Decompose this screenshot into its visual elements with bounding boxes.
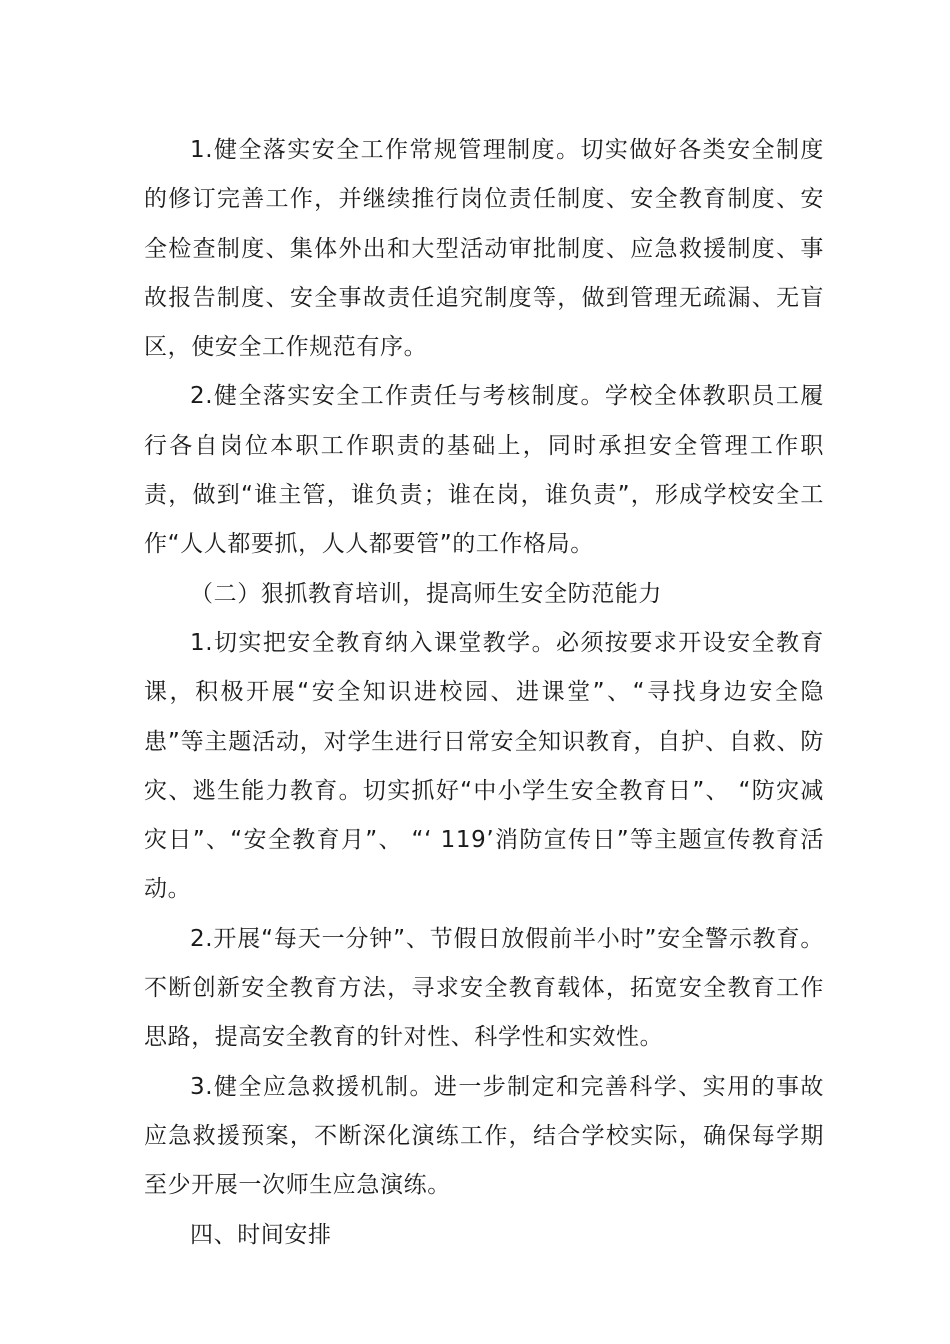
paragraph-system-management: 1.健全落实安全工作常规管理制度。切实做好各类安全制度的修订完善工作，并继续推行岗位责任制度、安全教育制度、安全检查制度、集体外出和大型活动审批制度、应急救援制度、事故报告制度、安全事故责任追究制度等，做到管理无疏漏、无盲区，使安全工作规范有序。: [144, 137, 824, 361]
section-heading-education-training: （二）狠抓教育培训，提高师生安全防范能力: [190, 580, 662, 607]
paragraph-responsibility-assessment: 2.健全落实安全工作责任与考核制度。学校全体教职员工履行各自岗位本职工作职责的基础上，同时承担安全管理工作职责，做到“谁主管，谁负责；谁在岗，谁负责”，形成学校安全工作“人人都要抓，人人都要管”的工作格局。: [144, 383, 824, 558]
paragraph-safety-warning-education: 2.开展“每天一分钟”、节假日放假前半小时”安全警示教育。不断创新安全教育方法，寻求安全教育载体，拓宽安全教育工作思路，提高安全教育的针对性、科学性和实效性。: [144, 925, 824, 1051]
section-heading-schedule: 四、时间安排: [190, 1221, 332, 1248]
document-body: [144, 126, 824, 1260]
paragraph-emergency-rescue: 3.健全应急救援机制。进一步制定和完善科学、实用的事故应急救援预案，不断深化演练工作，结合学校实际，确保每学期至少开展一次师生应急演练。: [144, 1073, 824, 1199]
paragraph-classroom-safety-education: 1.切实把安全教育纳入课堂教学。必须按要求开设安全教育课，积极开展“安全知识进校园、进课堂”、“寻找身边安全隐患”等主题活动，对学生进行日常安全知识教育，自护、自救、防灾、逃生能力教育。切实抓好“中小学生安全教育日”、 “防灾减灾日”、“安全教育月”、 “‘ 119’消防宣传日”等主题宣传教育活动。: [144, 629, 824, 903]
